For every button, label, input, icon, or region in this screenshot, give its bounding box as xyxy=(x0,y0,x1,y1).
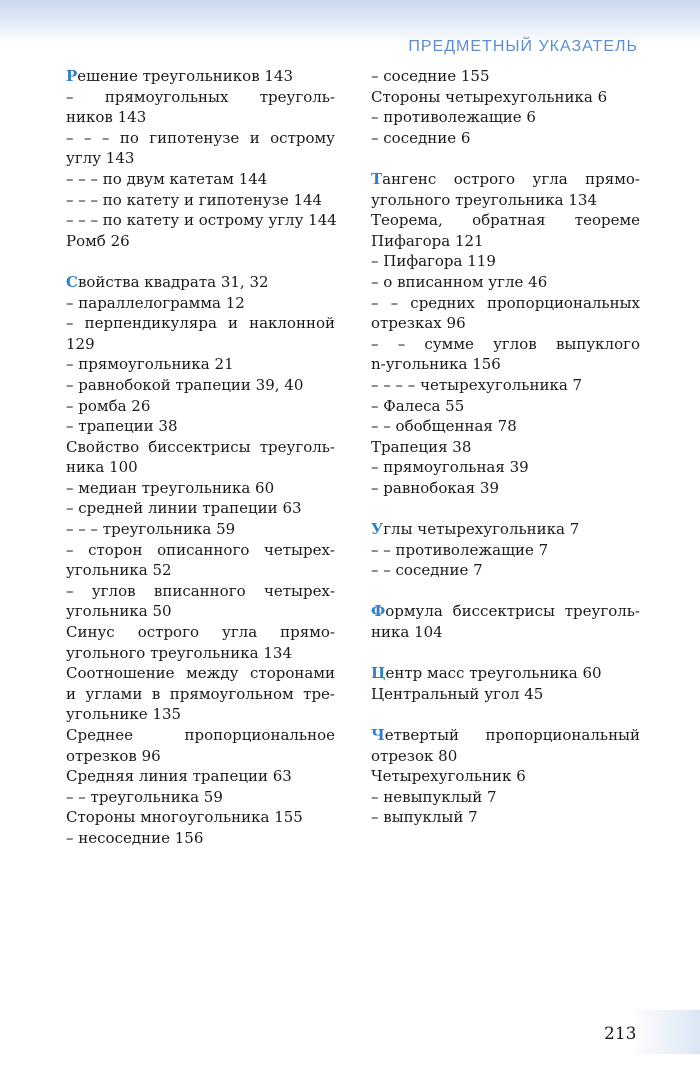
index-entry xyxy=(371,622,640,643)
index-entry-text: – трапеции 38 xyxy=(66,417,178,436)
index-entry-text: отрезок 80 xyxy=(371,746,458,765)
index-entry-text: ормула биссектрисы треуголь- xyxy=(385,602,640,621)
entry-gap xyxy=(371,581,640,602)
section-initial-letter: С xyxy=(66,272,78,291)
index-entry xyxy=(66,416,335,437)
index-entry xyxy=(66,66,335,87)
index-entry xyxy=(66,519,335,540)
index-entry xyxy=(371,416,640,437)
index-entry-text: – равнобокой трапеции 39, 40 xyxy=(66,375,304,394)
index-entry-text: Ромб 26 xyxy=(66,231,130,250)
index-entry-text: ника 104 xyxy=(371,623,443,642)
index-entry-text: 129 xyxy=(66,334,95,353)
index-entry-text: Соотношение между сторонами xyxy=(66,664,335,683)
index-entry xyxy=(371,540,640,561)
index-entry-text: войства квадрата 31, 32 xyxy=(77,272,269,291)
index-entry-text: – соседние 155 xyxy=(371,67,490,85)
index-entry xyxy=(371,560,640,581)
entry-gap xyxy=(371,498,640,519)
index-entry xyxy=(66,643,335,664)
index-entry-text: Четырехугольник 6 xyxy=(371,767,526,786)
entry-gap xyxy=(371,643,640,664)
index-entry-text: – – противолежащие 7 xyxy=(371,540,549,559)
entry-gap xyxy=(371,148,640,169)
index-entry-text: угольника 52 xyxy=(66,561,172,580)
index-entry xyxy=(66,807,335,828)
index-entry xyxy=(371,334,640,355)
index-entry xyxy=(371,107,640,128)
index-entry-text: и углами в прямоугольном тре- xyxy=(66,684,335,703)
index-entry xyxy=(371,807,640,828)
index-entry xyxy=(371,396,640,417)
index-entry-text: – противолежащие 6 xyxy=(371,108,536,127)
index-entry-text: – – – по катету и гипотенузе 144 xyxy=(66,190,323,209)
index-entry-text: – выпуклый 7 xyxy=(371,808,478,827)
index-entry xyxy=(66,766,335,787)
index-entry-text: Свойство биссектрисы треуголь- xyxy=(66,437,335,456)
index-entry-text: – средней линии трапеции 63 xyxy=(66,499,302,518)
index-entry xyxy=(371,251,640,272)
index-entry xyxy=(66,622,335,643)
section-initial-letter: Ч xyxy=(371,726,385,744)
index-entry xyxy=(66,354,335,375)
index-entry-text: отрезках 96 xyxy=(371,314,466,333)
index-entry xyxy=(66,704,335,725)
index-entry xyxy=(371,663,640,684)
index-entry-text: – – – по двум катетам 144 xyxy=(66,169,268,188)
index-entry xyxy=(371,210,640,231)
index-entry xyxy=(66,128,335,149)
index-entry-text: угольного треугольника 134 xyxy=(66,643,292,662)
index-entry-text: ентр масс треугольника 60 xyxy=(385,664,602,683)
index-entry-text: – Пифагора 119 xyxy=(371,252,496,271)
index-entry xyxy=(66,725,335,746)
index-entry xyxy=(371,375,640,396)
index-entry xyxy=(66,210,335,231)
index-entry xyxy=(66,293,335,314)
index-entry xyxy=(371,519,640,540)
index-entry-text: – – треугольника 59 xyxy=(66,787,223,806)
page-title: ПРЕДМЕТНЫЙ УКАЗАТЕЛЬ xyxy=(408,38,638,55)
index-entry xyxy=(371,293,640,314)
index-entry-text: Центральный угол 45 xyxy=(371,684,544,703)
index-entry xyxy=(371,787,640,808)
index-entry xyxy=(371,231,640,252)
index-entry-text: – – – по катету и острому углу 144 xyxy=(66,211,337,230)
index-entry-text: – параллелограмма 12 xyxy=(66,293,245,312)
index-entry xyxy=(66,396,335,417)
index-entry xyxy=(371,766,640,787)
index-entry xyxy=(66,828,335,849)
index-entry xyxy=(66,169,335,190)
index-entry-text: угольнике 135 xyxy=(66,705,182,724)
index-entry-text: угольного треугольника 134 xyxy=(371,190,597,209)
index-entry xyxy=(66,190,335,211)
index-entry xyxy=(371,457,640,478)
section-initial-letter: Ц xyxy=(371,664,386,683)
index-entry-text: глы четырехугольника 7 xyxy=(383,520,580,539)
index-entry-text: отрезков 96 xyxy=(66,746,161,765)
index-entry-text: – – – – четырехугольника 7 xyxy=(371,375,583,394)
index-entry-text: ников 143 xyxy=(66,108,147,127)
index-entry-text: – прямоугольная 39 xyxy=(371,458,529,477)
index-entry xyxy=(66,87,335,108)
index-entry xyxy=(66,746,335,767)
index-entry-text: – – сумме углов выпуклого xyxy=(371,334,640,353)
index-entry-text: Пифагора 121 xyxy=(371,231,484,250)
section-initial-letter: Р xyxy=(66,67,78,85)
index-entry-text: – Фалеса 55 xyxy=(371,396,465,415)
index-entry xyxy=(66,560,335,581)
index-entry xyxy=(66,478,335,499)
index-entry-text: n-угольника 156 xyxy=(371,355,501,374)
entry-gap xyxy=(371,704,640,725)
index-entry xyxy=(371,87,640,108)
index-entry xyxy=(66,540,335,561)
index-entry-text: – ромба 26 xyxy=(66,396,151,415)
index-entry-text: – сторон описанного четырех- xyxy=(66,540,335,559)
index-entry xyxy=(371,272,640,293)
index-entry xyxy=(371,478,640,499)
index-entry-text: – прямоугольных треуголь- xyxy=(66,87,335,106)
index-entry xyxy=(66,684,335,705)
index-entry-text: – – – по гипотенузе и острому xyxy=(66,128,335,147)
index-entry xyxy=(66,313,335,334)
index-entry-text: – невыпуклый 7 xyxy=(371,787,497,806)
index-entry-text: Среднее пропорциональное xyxy=(66,726,335,744)
index-entry xyxy=(371,128,640,149)
index-entry xyxy=(371,313,640,334)
section-initial-letter: Ф xyxy=(371,602,386,621)
page-corner-band xyxy=(630,1010,700,1054)
index-entry xyxy=(66,148,335,169)
index-entry xyxy=(66,581,335,602)
index-column-right xyxy=(371,66,640,828)
index-entry xyxy=(371,684,640,705)
index-entry-text: – медиан треугольника 60 xyxy=(66,478,275,497)
index-entry-text: ешение треугольников 143 xyxy=(77,67,294,85)
index-entry-text: углу 143 xyxy=(66,149,135,168)
index-entry-text: – о вписанном угле 46 xyxy=(371,272,548,291)
index-entry xyxy=(66,663,335,684)
index-entry xyxy=(371,66,640,87)
entry-gap xyxy=(66,251,335,272)
index-entry xyxy=(371,190,640,211)
index-entry xyxy=(371,354,640,375)
page-number: 213 xyxy=(604,1024,637,1044)
index-entry xyxy=(66,334,335,355)
index-entry xyxy=(66,437,335,458)
index-entry xyxy=(66,375,335,396)
index-entry-text: угольника 50 xyxy=(66,602,172,621)
index-entry-text: ника 100 xyxy=(66,458,138,477)
section-initial-letter: Т xyxy=(371,169,383,188)
index-entry xyxy=(371,746,640,767)
index-entry-text: – – средних пропорциональных xyxy=(371,293,640,312)
index-entry-text: – прямоугольника 21 xyxy=(66,355,234,374)
index-entry xyxy=(371,437,640,458)
index-entry-text: – соседние 6 xyxy=(371,128,471,147)
index-entry xyxy=(371,169,640,190)
index-entry xyxy=(66,107,335,128)
index-entry-text: – перпендикуляра и наклонной xyxy=(66,314,335,333)
index-entry-text: – – соседние 7 xyxy=(371,561,483,580)
index-entry-text: – равнобокая 39 xyxy=(371,478,499,497)
index-entry xyxy=(66,457,335,478)
index-entry xyxy=(66,787,335,808)
index-entry xyxy=(66,231,335,252)
index-entry xyxy=(66,272,335,293)
index-entry xyxy=(371,601,640,622)
index-entry-text: Теорема, обратная теореме xyxy=(371,211,640,230)
index-entry-text: – углов вписанного четырех- xyxy=(66,581,335,600)
index-entry xyxy=(66,498,335,519)
index-entry xyxy=(66,601,335,622)
index-entry-text: ангенс острого угла прямо- xyxy=(382,169,640,188)
index-entry-text: – несоседние 156 xyxy=(66,828,204,847)
index-entry-text: Средняя линия трапеции 63 xyxy=(66,767,292,786)
index-entry-text: етвертый пропорциональный xyxy=(384,726,640,744)
index-entry-text: – – – треугольника 59 xyxy=(66,520,236,539)
section-initial-letter: У xyxy=(371,520,384,539)
index-entry-text: Стороны многоугольника 155 xyxy=(66,808,303,827)
index-column-left xyxy=(66,66,335,849)
index-entry-text: – – обобщенная 78 xyxy=(371,417,517,436)
index-entry-text: Синус острого угла прямо- xyxy=(66,623,335,642)
index-entry-text: Трапеция 38 xyxy=(371,437,472,456)
index-entry-text: Стороны четырехугольника 6 xyxy=(371,87,608,106)
index-entry xyxy=(371,725,640,746)
